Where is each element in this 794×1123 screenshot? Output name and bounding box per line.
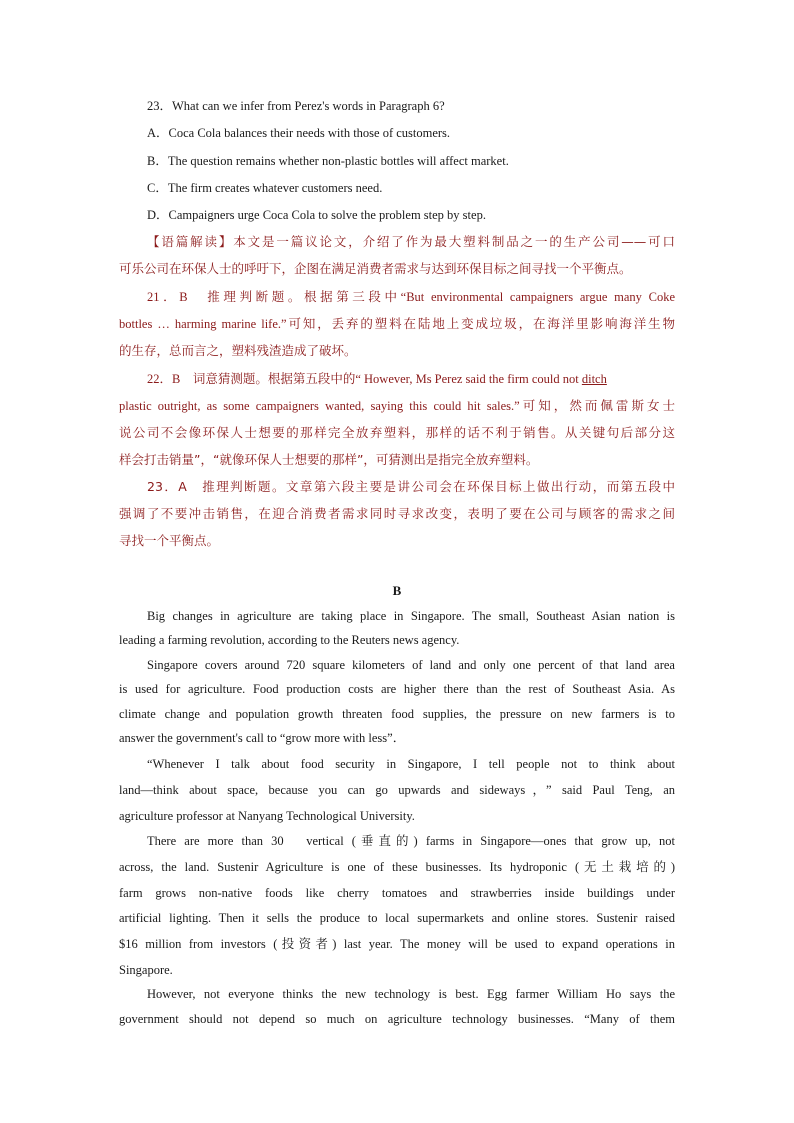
option-d: D．Campaigners urge Coca Cola to solve the problem step by step. <box>147 208 486 222</box>
answer-22-line-4: 样会打击销量”，“就像环保人士想要的那样”，可猜测出是指完全放弃塑料。 <box>119 452 539 467</box>
paragraph-4-line-6: Singapore. <box>119 963 173 977</box>
question-23-stem: 23．What can we infer from Perez's words in Paragraph 6? <box>147 99 445 113</box>
paragraph-4-line-1: There are more than 30 vertical (垂直的) farms in Singapore—ones that grow up, not <box>147 834 675 848</box>
section-heading: B <box>392 583 402 598</box>
paragraph-2-line-2: is used for agriculture. Food production costs are higher there than the rest of Southeast Asia. As <box>119 682 675 696</box>
answer-23-line-3: 寻找一个平衡点。 <box>119 533 220 548</box>
paragraph-5-line-1: However, not everyone thinks the new technology is best. Egg farmer William Ho says the <box>147 987 675 1001</box>
paragraph-4-line-5: $16 million from investors (投资者) last year. The money will be used to expand operations in <box>119 937 675 951</box>
answer-23-line-2: 强调了不要冲击销售，在迎合消费者需求同时寻求改变，表明了要在公司与顾客的需求之间 <box>119 506 675 521</box>
paragraph-2-line-4: answer the government's call to “grow more with less”． <box>119 731 406 745</box>
paragraph-4-line-3: farm grows non-native foods like cherry tomatoes and strawberries inside buildings under <box>119 886 675 900</box>
option-a: A．Coca Cola balances their needs with those of customers. <box>147 126 451 140</box>
paragraph-3-line-2: land—think about space, because you can go upwards and sideways，” said Paul Teng, an <box>119 783 675 797</box>
answer-22-line-3: 说公司不会像环保人士想要的那样完全放弃塑料，那样的话不利于销售。从关键句后部分这 <box>119 425 675 440</box>
paragraph-2-line-3: climate change and population growth threaten food supplies, the pressure on new farmers is to <box>119 707 675 721</box>
answer-21-line-1: 21．B 推理判断题。根据第三段中“But environmental campaigners argue many Coke <box>147 290 675 304</box>
paragraph-1-line-1: Big changes in agriculture are taking place in Singapore. The small, Southeast Asian nation is <box>147 609 675 623</box>
answer-22-line-1-text: 22．B 词意猜测题。根据第五段中的“ However, Ms Perez said the firm could not <box>147 372 582 386</box>
option-c: C．The firm creates whatever customers need. <box>147 181 383 195</box>
paragraph-4-line-2: across, the land. Sustenir Agriculture is one of these businesses. Its hydroponic (无土栽培的) <box>119 860 675 874</box>
paragraph-3-line-1: “Whenever I talk about food security in Singapore, I tell people not to think about <box>147 757 675 771</box>
answer-21-line-2: bottles … harming marine life.”可知，丢弃的塑料在陆地上变成垃圾，在海洋里影响海洋生物 <box>119 317 675 331</box>
paragraph-2-line-1: Singapore covers around 720 square kilometers of land and only one percent of that land area <box>147 658 675 672</box>
analysis-intro-line-1: 【语篇解读】本文是一篇议论文，介绍了作为最大塑料制品之一的生产公司——可口 <box>147 234 675 249</box>
paragraph-4-line-4: artificial lighting. Then it sells the produce to local supermarkets and online stores. Sustenir raised <box>119 911 675 925</box>
answer-21-line-3: 的生存，总而言之，塑料残渣造成了破坏。 <box>119 344 357 358</box>
paragraph-1-line-2: leading a farming revolution, according to the Reuters news agency. <box>119 633 460 647</box>
paragraph-3-line-3: agriculture professor at Nanyang Technological University. <box>119 809 415 823</box>
analysis-intro-line-2: 可乐公司在环保人士的呼吁下，企图在满足消费者需求与达到环保目标之间寻找一个平衡点。 <box>119 261 632 276</box>
answer-22-line-1 <box>147 369 675 389</box>
answer-22-line-2: plastic outright, as some campaigners wanted, saying this could hit sales.”可知，然而佩雷斯女士 <box>119 399 675 413</box>
underlined-word-ditch: ditch <box>581 372 607 386</box>
paragraph-5-line-2: government should not depend so much on agriculture technology businesses. “Many of them <box>119 1012 675 1026</box>
answer-23-line-1: 23．A 推理判断题。文章第六段主要是讲公司会在环保目标上做出行动，而第五段中 <box>147 479 675 494</box>
option-b: B．The question remains whether non-plastic bottles will affect market. <box>147 154 509 168</box>
